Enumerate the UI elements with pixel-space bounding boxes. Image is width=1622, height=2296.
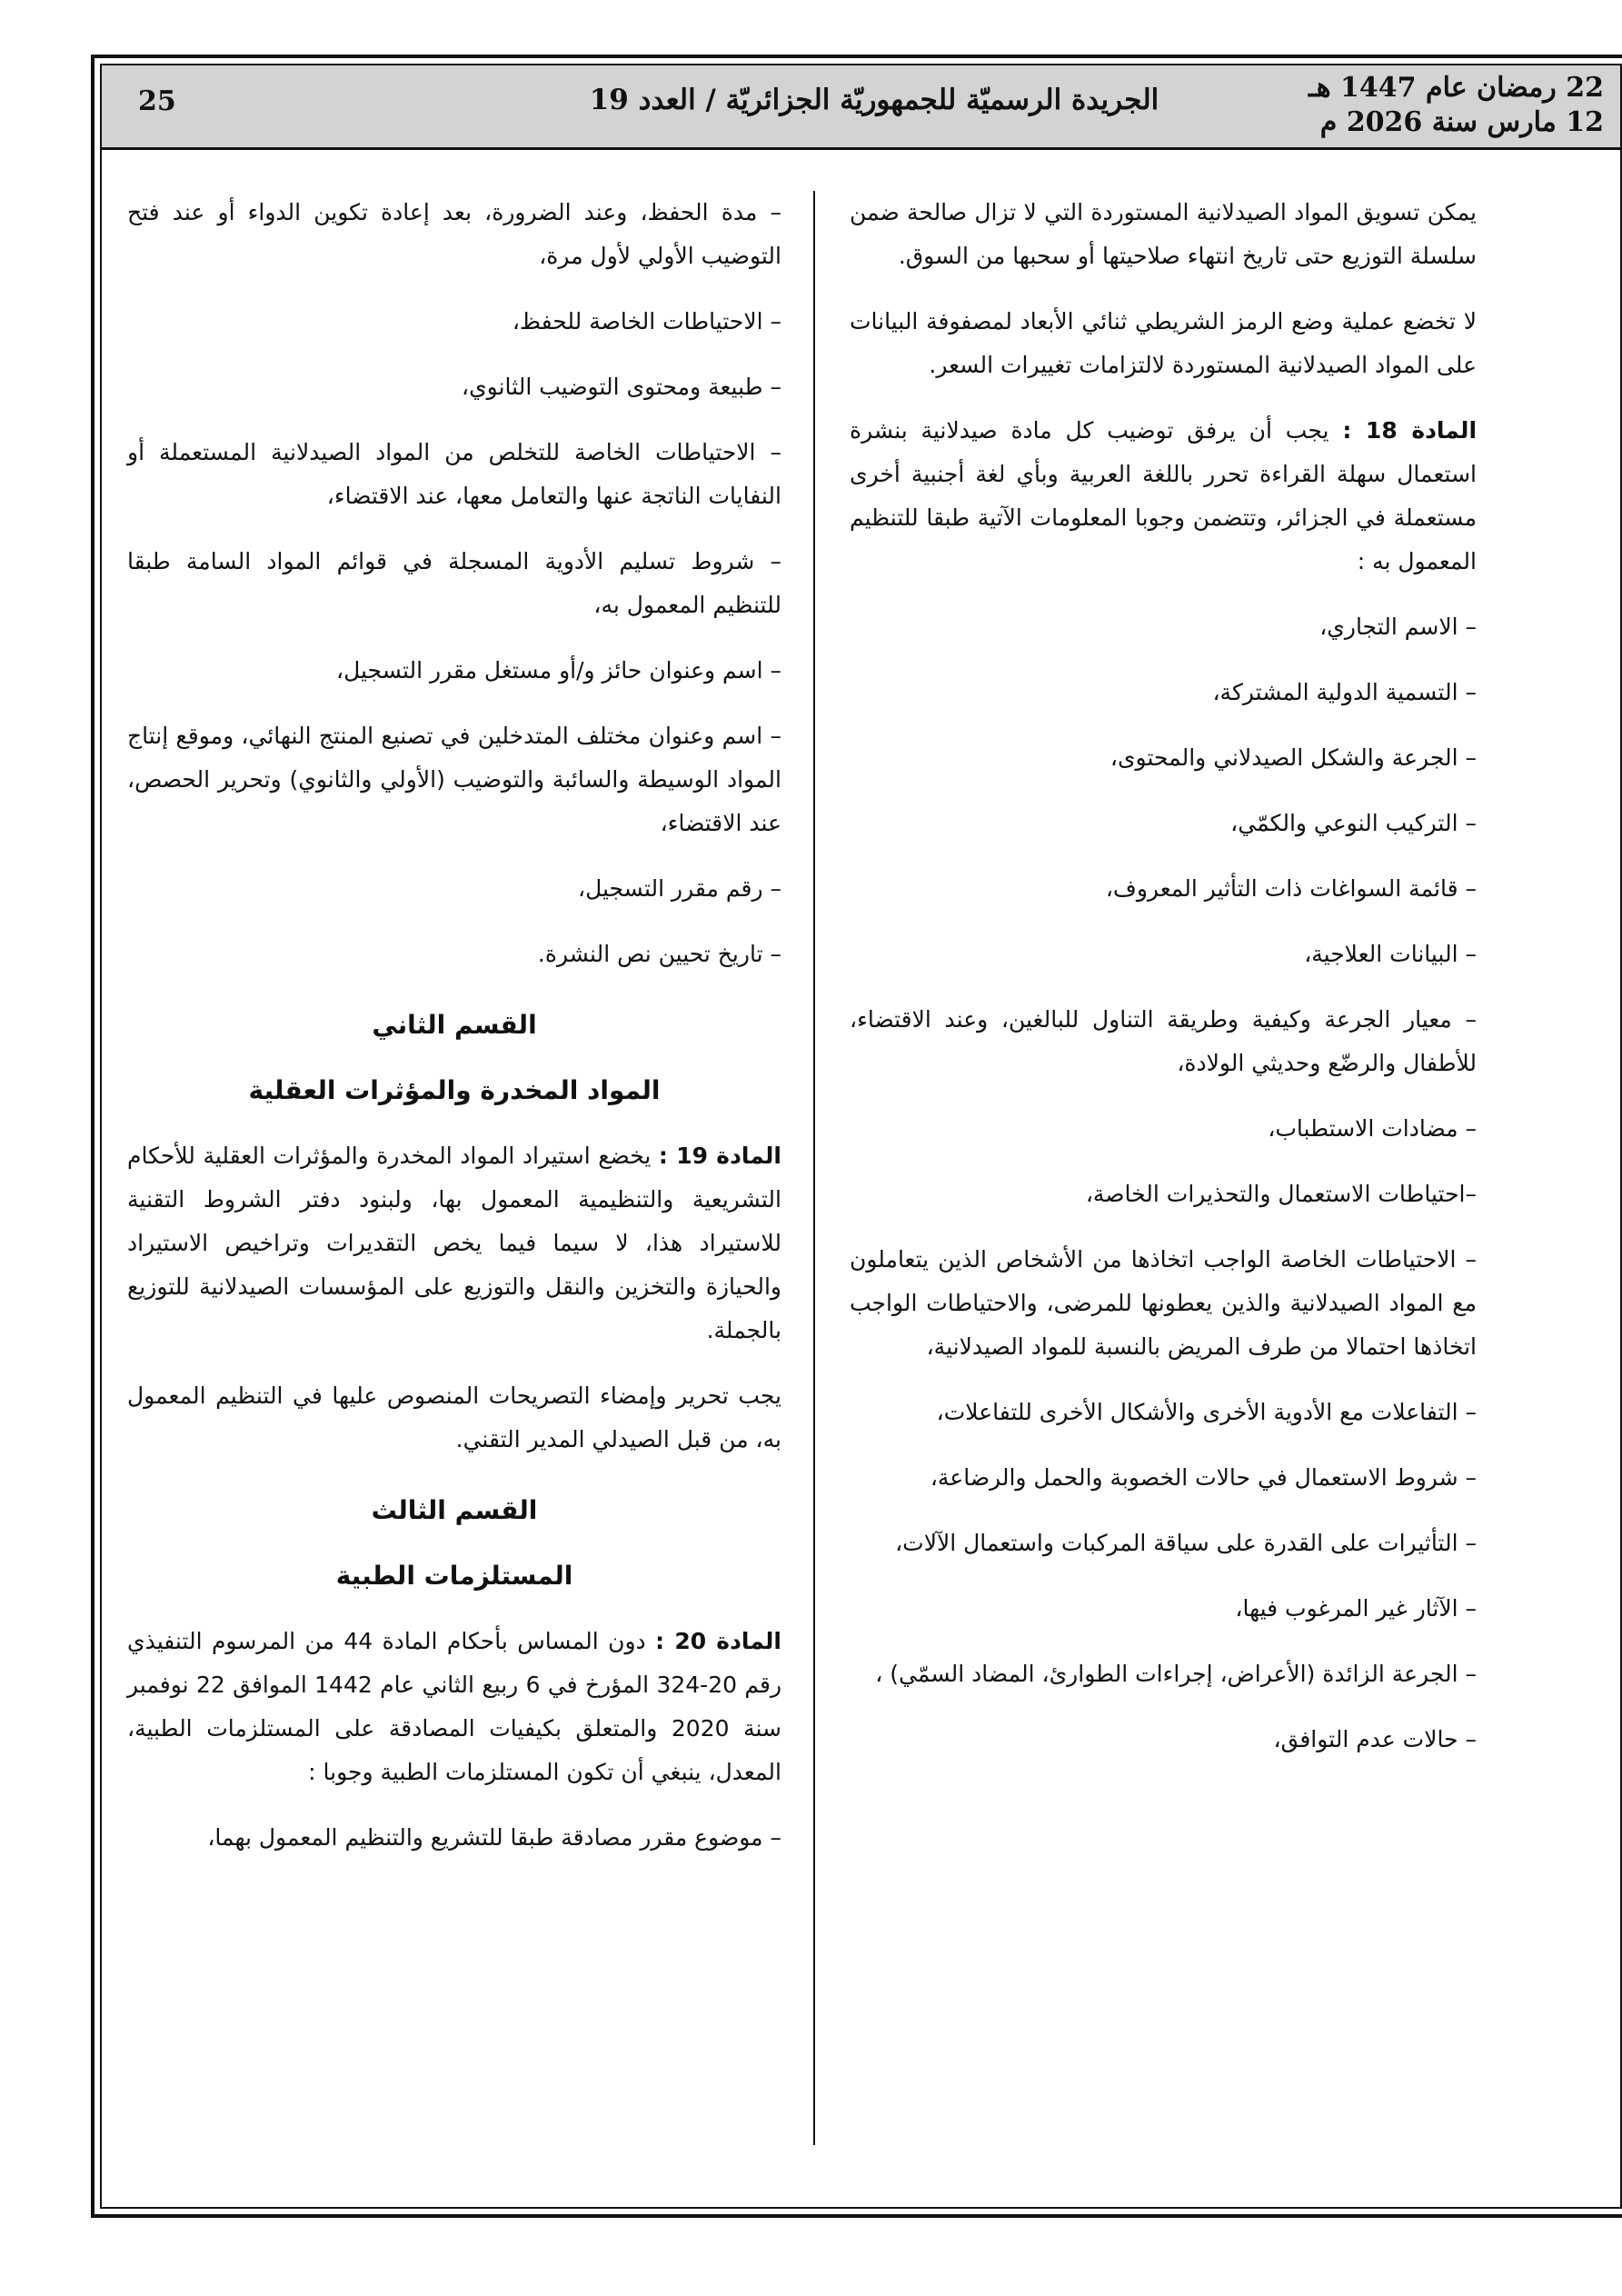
list-item: – الجرعة الزائدة (الأعراض، إجراءات الطوارئ، المضاد السمّي) ، [875, 1661, 1477, 1687]
header-dates [1309, 71, 1604, 140]
list-item: – الاحتياطات الخاصة للحفظ، [512, 308, 781, 334]
page-header [102, 65, 1620, 150]
list-item: – تاريخ تحيين نص النشرة. [537, 941, 781, 967]
list-item: – طبيعة ومحتوى التوضيب الثانوي، [462, 374, 781, 400]
article-19-text: يخضع استيراد المواد المخدرة والمؤثرات العقلية للأحكام التشريعية والتنظيمية المعمول بها، ولبنود دفتر الشروط التقنية للاستيراد هذا، لا سيما فيما يخص التقديرات وتراخيص الاستيراد والحيازة والتخزين والنقل والتوزيع على المؤسسات الصيدلانية للتوزيع بالجملة. [127, 1143, 781, 1343]
article-18-text: يجب أن يرفق توضيب كل مادة صيدلانية بنشرة استعمال سهلة القراءة تحرر باللغة العربية وبأي لغة أجنبية أخرى مستعملة في الجزائر، وتتضمن وجوبا المعلومات الآتية طبقا للتنظيم المعمول به : [850, 417, 1477, 574]
section-2-subtitle: المواد المخدرة والمؤثرات العقلية [248, 1075, 661, 1105]
list-item: – رقم مقرر التسجيل، [578, 875, 781, 902]
list-item: – اسم وعنوان مختلف المتدخلين في تصنيع المنتج النهائي، وموقع إنتاج المواد الوسيطة والسائبة والتوضيب (الأولي والثانوي) وتحرير الحصص، عند الاقتضاء، [127, 723, 781, 836]
right-column [850, 191, 1477, 1783]
article-18 [850, 409, 1477, 584]
list-item: – موضوع مقرر مصادقة طبقا للتشريع والتنظيم المعمول بهما، [207, 1824, 781, 1851]
list-item: – التسمية الدولية المشتركة، [1212, 679, 1477, 705]
list-item: – الاحتياطات الخاصة للتخلص من المواد الصيدلانية المستعملة أو النفايات الناتجة عنها والتعامل معها، عند الاقتضاء، [127, 439, 781, 509]
section-2-title: القسم الثاني [372, 1010, 537, 1040]
list-item: – قائمة السواغات ذات التأثير المعروف، [1105, 875, 1477, 902]
paragraph: يمكن تسويق المواد الصيدلانية المستوردة التي لا تزال صالحة ضمن سلسلة التوزيع حتى تاريخ انتهاء صلاحيتها أو سحبها من السوق. [850, 199, 1477, 269]
list-item: – حالات عدم التوافق، [1273, 1726, 1477, 1752]
list-item: – الاحتياطات الخاصة الواجب اتخاذها من الأشخاص الذين يتعاملون مع المواد الصيدلانية والذين يعطونها للمرضى، والاحتياطات الواجب اتخاذها احتمالا من طرف المريض بالنسبة للمواد الصيدلانية، [850, 1246, 1477, 1360]
paragraph: يجب تحرير وإمضاء التصريحات المنصوص عليها في التنظيم المعمول به، من قبل الصيدلي المدير التقني. [127, 1383, 781, 1452]
list-item: – البيانات العلاجية، [1304, 941, 1477, 967]
page-number: 25 [138, 85, 176, 117]
list-item: – مدة الحفظ، وعند الضرورة، بعد إعادة تكوين الدواء أو عند فتح التوضيب الأولي لأول مرة، [127, 199, 781, 269]
section-3-title: القسم الثالث [371, 1495, 538, 1525]
list-item: – الجرعة والشكل الصيدلاني والمحتوى، [1110, 744, 1477, 771]
list-item: – اسم وعنوان حائز و/أو مستغل مقرر التسجيل، [336, 657, 781, 684]
list-item: – الاسم التجاري، [1319, 614, 1477, 640]
article-19 [127, 1134, 781, 1353]
list-item: – التأثيرات على القدرة على سياقة المركبات واستعمال الآلات، [895, 1530, 1477, 1556]
article-20-text: دون المساس بأحكام المادة 44 من المرسوم التنفيذي رقم 20-324 المؤرخ في 6 ربيع الثاني عام 1442 الموافق 22 نوفمبر سنة 2020 والمتعلق بكيفيات المصادقة على المستلزمات الطبية، المعدل، ينبغي أن تكون المستلزمات الطبية وجوبا : [127, 1628, 782, 1785]
left-column [127, 191, 781, 1882]
column-divider [813, 191, 815, 2145]
list-item: –احتياطات الاستعمال والتحذيرات الخاصة، [1085, 1181, 1477, 1207]
list-item: – شروط الاستعمال في حالات الخصوبة والحمل والرضاعة، [930, 1464, 1477, 1491]
paragraph: لا تخضع عملية وضع الرمز الشريطي ثنائي الأبعاد لمصفوفة البيانات على المواد الصيدلانية المستوردة لالتزامات تغييرات السعر. [850, 308, 1477, 378]
article-20 [127, 1620, 781, 1794]
section-3-subtitle: المستلزمات الطبية [335, 1561, 573, 1591]
list-item: – التركيب النوعي والكمّي، [1230, 810, 1477, 836]
article-19-label: المادة 19 : [658, 1143, 781, 1169]
list-item: – شروط تسليم الأدوية المسجلة في قوائم المواد السامة طبقا للتنظيم المعمول به، [127, 548, 781, 618]
gregorian-date: 12 مارس سنة 2026 م [1319, 106, 1604, 138]
article-20-label: المادة 20 : [655, 1628, 781, 1654]
list-item: – التفاعلات مع الأدوية الأخرى والأشكال الأخرى للتفاعلات، [936, 1399, 1477, 1425]
list-item: – معيار الجرعة وكيفية وطريقة التناول للبالغين، وعند الاقتضاء، للأطفال والرضّع وحديثي الولادة، [850, 1006, 1477, 1076]
gazette-title: الجريدة الرسميّة للجمهوريّة الجزائريّة / العدد 19 [589, 84, 1159, 116]
article-18-label: المادة 18 : [1342, 417, 1478, 444]
list-item: – مضادات الاستطباب، [1268, 1115, 1477, 1142]
hijri-date: 22 رمضان عام 1447 هـ [1308, 72, 1604, 104]
list-item: – الآثار غير المرغوب فيها، [1235, 1595, 1477, 1622]
